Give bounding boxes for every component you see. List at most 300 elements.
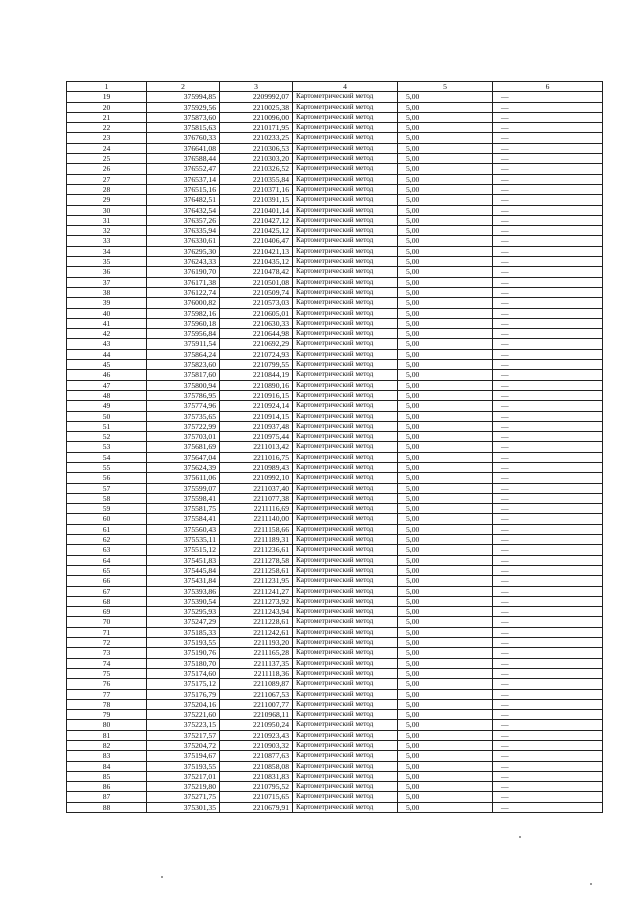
table-row: [67, 267, 603, 277]
x-coordinate-cell: 375598,41: [147, 493, 220, 503]
y-coordinate-cell: 2210890,16: [220, 380, 293, 390]
y-coordinate-cell: 2211077,38: [220, 493, 293, 503]
description-cell: —: [493, 483, 603, 493]
x-coordinate-cell: 375703,01: [147, 432, 220, 442]
description-cell: —: [493, 308, 603, 318]
method-cell: Картометрический метод: [293, 432, 398, 442]
table-row: [67, 277, 603, 287]
point-number-cell: 78: [67, 699, 147, 709]
table-row: [67, 720, 603, 730]
y-coordinate-cell: 2210923,43: [220, 730, 293, 740]
description-cell: —: [493, 782, 603, 792]
table-row: [67, 586, 603, 596]
y-coordinate-cell: 2210355,84: [220, 174, 293, 184]
method-cell: Картометрический метод: [293, 462, 398, 472]
description-cell: —: [493, 689, 603, 699]
method-cell: Картометрический метод: [293, 792, 398, 802]
description-cell: —: [493, 339, 603, 349]
point-number-cell: 64: [67, 555, 147, 565]
table-row: [67, 689, 603, 699]
y-coordinate-cell: 2211243,94: [220, 607, 293, 617]
y-coordinate-cell: 2211037,40: [220, 483, 293, 493]
description-cell: —: [493, 432, 603, 442]
description-cell: —: [493, 329, 603, 339]
error-cell: 5,00: [398, 195, 493, 205]
error-cell: 5,00: [398, 92, 493, 102]
error-cell: 5,00: [398, 329, 493, 339]
x-coordinate-cell: 375217,57: [147, 730, 220, 740]
point-number-cell: 82: [67, 741, 147, 751]
table-row: [67, 92, 603, 102]
y-coordinate-cell: 2211242,61: [220, 627, 293, 637]
table-row: [67, 483, 603, 493]
description-cell: —: [493, 277, 603, 287]
method-cell: Картометрический метод: [293, 370, 398, 380]
description-cell: —: [493, 679, 603, 689]
x-coordinate-cell: 375193,55: [147, 638, 220, 648]
error-cell: 5,00: [398, 339, 493, 349]
error-cell: 5,00: [398, 668, 493, 678]
x-coordinate-cell: 375204,72: [147, 741, 220, 751]
x-coordinate-cell: 376335,94: [147, 226, 220, 236]
x-coordinate-cell: 375451,83: [147, 555, 220, 565]
y-coordinate-cell: 2210644,98: [220, 329, 293, 339]
error-cell: 5,00: [398, 617, 493, 627]
point-number-cell: 24: [67, 143, 147, 153]
x-coordinate-cell: 376357,26: [147, 215, 220, 225]
method-cell: Картометрический метод: [293, 195, 398, 205]
point-number-cell: 85: [67, 771, 147, 781]
error-cell: 5,00: [398, 730, 493, 740]
error-cell: 5,00: [398, 607, 493, 617]
x-coordinate-cell: 375817,60: [147, 370, 220, 380]
y-coordinate-cell: 2210795,52: [220, 782, 293, 792]
table-row: [67, 390, 603, 400]
point-number-cell: 34: [67, 246, 147, 256]
method-cell: Картометрический метод: [293, 514, 398, 524]
point-number-cell: 45: [67, 360, 147, 370]
table-row: [67, 782, 603, 792]
method-cell: Картометрический метод: [293, 339, 398, 349]
method-cell: Картометрический метод: [293, 257, 398, 267]
error-cell: 5,00: [398, 287, 493, 297]
y-coordinate-cell: 2210992,10: [220, 473, 293, 483]
y-coordinate-cell: 2210427,12: [220, 215, 293, 225]
header-col-2: 2: [147, 82, 220, 92]
method-cell: Картометрический метод: [293, 401, 398, 411]
point-number-cell: 79: [67, 710, 147, 720]
error-cell: 5,00: [398, 123, 493, 133]
description-cell: —: [493, 576, 603, 586]
point-number-cell: 36: [67, 267, 147, 277]
description-cell: —: [493, 267, 603, 277]
error-cell: 5,00: [398, 689, 493, 699]
table-row: [67, 638, 603, 648]
method-cell: Картометрический метод: [293, 545, 398, 555]
point-number-cell: 80: [67, 720, 147, 730]
x-coordinate-cell: 375431,84: [147, 576, 220, 586]
table-row: [67, 658, 603, 668]
point-number-cell: 60: [67, 514, 147, 524]
table-row: [67, 339, 603, 349]
y-coordinate-cell: 2211165,28: [220, 648, 293, 658]
method-cell: Картометрический метод: [293, 102, 398, 112]
x-coordinate-cell: 375180,70: [147, 658, 220, 668]
method-cell: Картометрический метод: [293, 123, 398, 133]
description-cell: —: [493, 524, 603, 534]
x-coordinate-cell: 376515,16: [147, 184, 220, 194]
description-cell: —: [493, 771, 603, 781]
error-cell: 5,00: [398, 555, 493, 565]
table-row: [67, 360, 603, 370]
error-cell: 5,00: [398, 215, 493, 225]
y-coordinate-cell: 2210171,95: [220, 123, 293, 133]
point-number-cell: 27: [67, 174, 147, 184]
x-coordinate-cell: 375584,41: [147, 514, 220, 524]
method-cell: Картометрический метод: [293, 226, 398, 236]
method-cell: Картометрический метод: [293, 586, 398, 596]
error-cell: 5,00: [398, 184, 493, 194]
table-row: [67, 462, 603, 472]
method-cell: Картометрический метод: [293, 627, 398, 637]
description-cell: —: [493, 792, 603, 802]
method-cell: Картометрический метод: [293, 576, 398, 586]
error-cell: 5,00: [398, 576, 493, 586]
y-coordinate-cell: 2210306,53: [220, 143, 293, 153]
description-cell: —: [493, 751, 603, 761]
point-number-cell: 28: [67, 184, 147, 194]
table-row: [67, 112, 603, 122]
error-cell: 5,00: [398, 164, 493, 174]
x-coordinate-cell: 376122,74: [147, 287, 220, 297]
point-number-cell: 75: [67, 668, 147, 678]
table-row: [67, 607, 603, 617]
y-coordinate-cell: 2210233,25: [220, 133, 293, 143]
error-cell: 5,00: [398, 699, 493, 709]
x-coordinate-cell: 376000,82: [147, 298, 220, 308]
table-row: [67, 668, 603, 678]
description-cell: —: [493, 442, 603, 452]
method-cell: Картометрический метод: [293, 318, 398, 328]
table-row: [67, 411, 603, 421]
y-coordinate-cell: 2211089,87: [220, 679, 293, 689]
point-number-cell: 63: [67, 545, 147, 555]
method-cell: Картометрический метод: [293, 761, 398, 771]
error-cell: 5,00: [398, 370, 493, 380]
description-cell: —: [493, 112, 603, 122]
error-cell: 5,00: [398, 390, 493, 400]
y-coordinate-cell: 2210391,15: [220, 195, 293, 205]
error-cell: 5,00: [398, 648, 493, 658]
error-cell: 5,00: [398, 792, 493, 802]
y-coordinate-cell: 2210096,00: [220, 112, 293, 122]
x-coordinate-cell: 375873,60: [147, 112, 220, 122]
point-number-cell: 33: [67, 236, 147, 246]
y-coordinate-cell: 2211193,20: [220, 638, 293, 648]
x-coordinate-cell: 375271,75: [147, 792, 220, 802]
method-cell: Картометрический метод: [293, 699, 398, 709]
method-cell: Картометрический метод: [293, 112, 398, 122]
description-cell: —: [493, 627, 603, 637]
method-cell: Картометрический метод: [293, 421, 398, 431]
description-cell: —: [493, 174, 603, 184]
description-cell: —: [493, 699, 603, 709]
table-row: [67, 741, 603, 751]
error-cell: 5,00: [398, 411, 493, 421]
table-header: [67, 82, 603, 92]
table-row: [67, 329, 603, 339]
x-coordinate-cell: 375581,75: [147, 504, 220, 514]
point-number-cell: 30: [67, 205, 147, 215]
description-cell: —: [493, 545, 603, 555]
method-cell: Картометрический метод: [293, 267, 398, 277]
point-number-cell: 51: [67, 421, 147, 431]
error-cell: 5,00: [398, 545, 493, 555]
point-number-cell: 84: [67, 761, 147, 771]
point-number-cell: 53: [67, 442, 147, 452]
method-cell: Картометрический метод: [293, 154, 398, 164]
x-coordinate-cell: 376432,54: [147, 205, 220, 215]
table-row: [67, 318, 603, 328]
point-number-cell: 57: [67, 483, 147, 493]
table-row: [67, 370, 603, 380]
error-cell: 5,00: [398, 638, 493, 648]
description-cell: —: [493, 535, 603, 545]
point-number-cell: 50: [67, 411, 147, 421]
error-cell: 5,00: [398, 761, 493, 771]
error-cell: 5,00: [398, 360, 493, 370]
table-row: [67, 565, 603, 575]
table-row: [67, 699, 603, 709]
x-coordinate-cell: 375735,65: [147, 411, 220, 421]
y-coordinate-cell: 2210924,14: [220, 401, 293, 411]
y-coordinate-cell: 2211258,61: [220, 565, 293, 575]
y-coordinate-cell: 2211118,36: [220, 668, 293, 678]
error-cell: 5,00: [398, 751, 493, 761]
x-coordinate-cell: 375223,15: [147, 720, 220, 730]
coordinates-sheet: [66, 81, 602, 813]
error-cell: 5,00: [398, 452, 493, 462]
scan-speck: [519, 836, 521, 838]
error-cell: 5,00: [398, 741, 493, 751]
table-row: [67, 771, 603, 781]
header-col-3: 3: [220, 82, 293, 92]
point-number-cell: 19: [67, 92, 147, 102]
error-cell: 5,00: [398, 277, 493, 287]
header-col-5: 5: [398, 82, 493, 92]
method-cell: Картометрический метод: [293, 607, 398, 617]
description-cell: —: [493, 246, 603, 256]
x-coordinate-cell: 375194,67: [147, 751, 220, 761]
description-cell: —: [493, 514, 603, 524]
y-coordinate-cell: 2210914,15: [220, 411, 293, 421]
x-coordinate-cell: 375176,79: [147, 689, 220, 699]
y-coordinate-cell: 2210916,15: [220, 390, 293, 400]
method-cell: Картометрический метод: [293, 360, 398, 370]
point-number-cell: 81: [67, 730, 147, 740]
y-coordinate-cell: 2210877,63: [220, 751, 293, 761]
point-number-cell: 44: [67, 349, 147, 359]
description-cell: —: [493, 761, 603, 771]
x-coordinate-cell: 375175,12: [147, 679, 220, 689]
y-coordinate-cell: 2211116,69: [220, 504, 293, 514]
description-cell: —: [493, 360, 603, 370]
y-coordinate-cell: 2210303,20: [220, 154, 293, 164]
point-number-cell: 22: [67, 123, 147, 133]
table-row: [67, 287, 603, 297]
y-coordinate-cell: 2210844,19: [220, 370, 293, 380]
error-cell: 5,00: [398, 174, 493, 184]
method-cell: Картометрический метод: [293, 720, 398, 730]
x-coordinate-cell: 375864,24: [147, 349, 220, 359]
x-coordinate-cell: 375774,96: [147, 401, 220, 411]
error-cell: 5,00: [398, 432, 493, 442]
y-coordinate-cell: 2210950,24: [220, 720, 293, 730]
table-row: [67, 442, 603, 452]
point-number-cell: 86: [67, 782, 147, 792]
point-number-cell: 25: [67, 154, 147, 164]
method-cell: Картометрический метод: [293, 751, 398, 761]
error-cell: 5,00: [398, 112, 493, 122]
error-cell: 5,00: [398, 504, 493, 514]
error-cell: 5,00: [398, 658, 493, 668]
y-coordinate-cell: 2210831,83: [220, 771, 293, 781]
description-cell: —: [493, 668, 603, 678]
error-cell: 5,00: [398, 421, 493, 431]
table-row: [67, 473, 603, 483]
point-number-cell: 88: [67, 802, 147, 812]
description-cell: —: [493, 184, 603, 194]
method-cell: Картометрический метод: [293, 689, 398, 699]
y-coordinate-cell: 2211278,58: [220, 555, 293, 565]
point-number-cell: 38: [67, 287, 147, 297]
y-coordinate-cell: 2210421,13: [220, 246, 293, 256]
error-cell: 5,00: [398, 710, 493, 720]
header-col-6: 6: [493, 82, 603, 92]
method-cell: Картометрический метод: [293, 390, 398, 400]
error-cell: 5,00: [398, 349, 493, 359]
y-coordinate-cell: 2210371,16: [220, 184, 293, 194]
point-number-cell: 62: [67, 535, 147, 545]
x-coordinate-cell: 376588,44: [147, 154, 220, 164]
error-cell: 5,00: [398, 802, 493, 812]
x-coordinate-cell: 375823,60: [147, 360, 220, 370]
point-number-cell: 26: [67, 164, 147, 174]
y-coordinate-cell: 2210425,12: [220, 226, 293, 236]
table-row: [67, 143, 603, 153]
error-cell: 5,00: [398, 483, 493, 493]
description-cell: —: [493, 257, 603, 267]
x-coordinate-cell: 375624,39: [147, 462, 220, 472]
method-cell: Картометрический метод: [293, 287, 398, 297]
error-cell: 5,00: [398, 535, 493, 545]
x-coordinate-cell: 375221,60: [147, 710, 220, 720]
method-cell: Картометрический метод: [293, 184, 398, 194]
table-row: [67, 298, 603, 308]
method-cell: Картометрический метод: [293, 349, 398, 359]
table-row: [67, 452, 603, 462]
method-cell: Картометрический метод: [293, 596, 398, 606]
error-cell: 5,00: [398, 308, 493, 318]
table-row: [67, 792, 603, 802]
error-cell: 5,00: [398, 514, 493, 524]
point-number-cell: 56: [67, 473, 147, 483]
description-cell: —: [493, 390, 603, 400]
y-coordinate-cell: 2210679,91: [220, 802, 293, 812]
y-coordinate-cell: 2210724,93: [220, 349, 293, 359]
description-cell: —: [493, 411, 603, 421]
error-cell: 5,00: [398, 257, 493, 267]
x-coordinate-cell: 375929,56: [147, 102, 220, 112]
description-cell: —: [493, 710, 603, 720]
description-cell: —: [493, 596, 603, 606]
point-number-cell: 74: [67, 658, 147, 668]
description-cell: —: [493, 143, 603, 153]
x-coordinate-cell: 376482,51: [147, 195, 220, 205]
scan-speck: [590, 883, 592, 885]
description-cell: —: [493, 638, 603, 648]
x-coordinate-cell: 375193,55: [147, 761, 220, 771]
method-cell: Картометрический метод: [293, 246, 398, 256]
error-cell: 5,00: [398, 771, 493, 781]
error-cell: 5,00: [398, 565, 493, 575]
x-coordinate-cell: 375800,94: [147, 380, 220, 390]
point-number-cell: 40: [67, 308, 147, 318]
description-cell: —: [493, 287, 603, 297]
table-row: [67, 164, 603, 174]
method-cell: Картометрический метод: [293, 452, 398, 462]
point-number-cell: 58: [67, 493, 147, 503]
x-coordinate-cell: 376552,47: [147, 164, 220, 174]
point-number-cell: 29: [67, 195, 147, 205]
description-cell: —: [493, 421, 603, 431]
description-cell: —: [493, 370, 603, 380]
method-cell: Картометрический метод: [293, 277, 398, 287]
description-cell: —: [493, 648, 603, 658]
y-coordinate-cell: 2211013,42: [220, 442, 293, 452]
method-cell: Картометрический метод: [293, 411, 398, 421]
x-coordinate-cell: 375681,69: [147, 442, 220, 452]
x-coordinate-cell: 375301,35: [147, 802, 220, 812]
table-row: [67, 133, 603, 143]
point-number-cell: 48: [67, 390, 147, 400]
x-coordinate-cell: 375911,54: [147, 339, 220, 349]
table-row: [67, 524, 603, 534]
description-cell: —: [493, 473, 603, 483]
table-row: [67, 504, 603, 514]
table-row: [67, 514, 603, 524]
y-coordinate-cell: 2211231,95: [220, 576, 293, 586]
x-coordinate-cell: 375560,43: [147, 524, 220, 534]
error-cell: 5,00: [398, 473, 493, 483]
table-row: [67, 174, 603, 184]
y-coordinate-cell: 2210025,38: [220, 102, 293, 112]
error-cell: 5,00: [398, 205, 493, 215]
table-row: [67, 226, 603, 236]
method-cell: Картометрический метод: [293, 741, 398, 751]
y-coordinate-cell: 2210975,44: [220, 432, 293, 442]
y-coordinate-cell: 2210989,43: [220, 462, 293, 472]
point-number-cell: 46: [67, 370, 147, 380]
error-cell: 5,00: [398, 596, 493, 606]
method-cell: Картометрический метод: [293, 565, 398, 575]
point-number-cell: 59: [67, 504, 147, 514]
description-cell: —: [493, 123, 603, 133]
method-cell: Картометрический метод: [293, 730, 398, 740]
description-cell: —: [493, 318, 603, 328]
description-cell: —: [493, 720, 603, 730]
table-row: [67, 802, 603, 812]
